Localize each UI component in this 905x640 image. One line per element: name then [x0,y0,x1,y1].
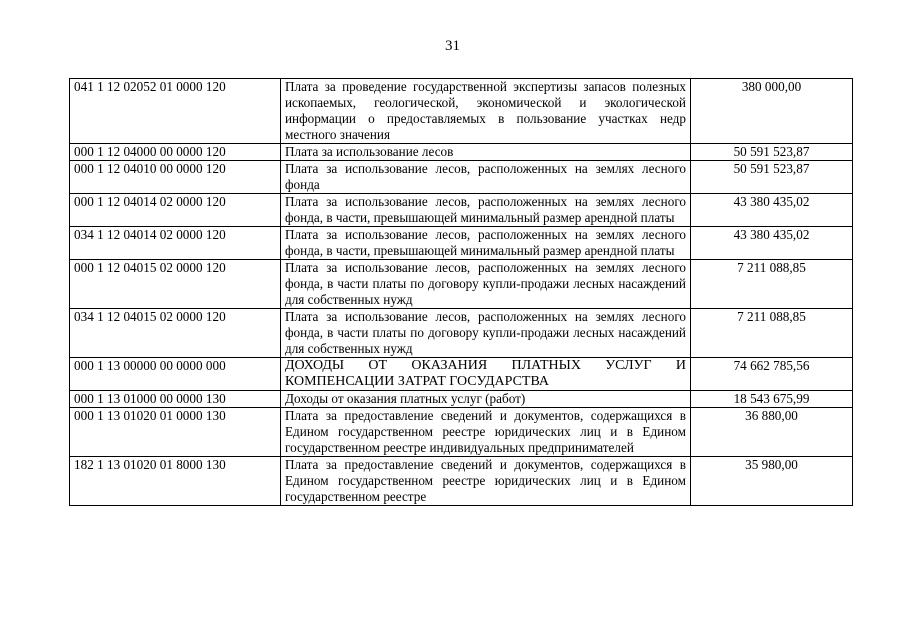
revenue-amount: 35 980,00 [691,457,853,506]
revenue-amount: 50 591 523,87 [691,144,853,161]
revenue-code: 034 1 12 04014 02 0000 120 [70,227,281,260]
revenue-name: Плата за использование лесов, расположенных на землях лесного фонда [281,161,691,194]
table-row [70,358,853,391]
revenue-amount: 7 211 088,85 [691,309,853,358]
revenue-code: 041 1 12 02052 01 0000 120 [70,79,281,144]
revenue-code: 000 1 13 01000 00 0000 130 [70,391,281,408]
revenue-name-cell [281,457,691,506]
revenue-code: 000 1 12 04014 02 0000 120 [70,194,281,227]
revenue-code: 182 1 13 01020 01 8000 130 [70,457,281,506]
table-row [70,144,853,161]
revenue-name: Плата за использование лесов, расположенных на землях лесного фонда, в части платы по договору купли-продажи лесных насаждений для собственных нужд [281,309,691,358]
revenue-name: Плата за использование лесов, расположенных на землях лесного фонда, в части, превышающей минимальный размер арендной платы [281,227,691,260]
revenue-amount: 18 543 675,99 [691,391,853,408]
revenue-amount: 380 000,00 [691,79,853,144]
revenue-name: Плата за использование лесов, расположенных на землях лесного фонда, в части, превышающей минимальный размер арендной платы [281,194,691,227]
revenue-name: Плата за использование лесов [281,144,691,161]
revenue-amount: 43 380 435,02 [691,194,853,227]
table-row [70,79,853,144]
page-number: 31 [445,38,460,54]
revenue-code: 000 1 13 01020 01 0000 130 [70,408,281,457]
revenue-code: 000 1 12 04015 02 0000 120 [70,260,281,309]
revenue-code: 000 1 12 04010 00 0000 120 [70,161,281,194]
revenue-code: 000 1 12 04000 00 0000 120 [70,144,281,161]
table-row [70,227,853,260]
revenue-amount: 7 211 088,85 [691,260,853,309]
revenue-name: Плата за предоставление сведений и документов, содержащихся в Едином государственном реестре юридических лиц и в Едином государственном реестре индивидуальных предпринимателей [281,408,691,457]
table-row [70,309,853,358]
revenue-name: Плата за проведение государственной экспертизы запасов полезных ископаемых, геологической, экономической и экологической информации о предоставляемых в пользование участках недр местного значения [281,79,691,144]
table-row [70,408,853,457]
revenue-code: 034 1 12 04015 02 0000 120 [70,309,281,358]
revenue-amount: 50 591 523,87 [691,161,853,194]
revenue-name: Плата за предоставление сведений и документов, содержащихся в Едином государственном реестре юридических лиц и в Едином государственном реестре [285,457,686,504]
revenue-name: Доходы от оказания платных услуг (работ) [281,391,691,408]
table-row [70,391,853,408]
budget-revenue-table [69,78,853,506]
table-row [70,194,853,227]
table-row [70,161,853,194]
table-row [70,457,853,506]
revenue-name: Плата за использование лесов, расположенных на землях лесного фонда, в части платы по договору купли-продажи лесных насаждений для собственных нужд [281,260,691,309]
revenue-amount: 74 662 785,56 [691,358,853,391]
revenue-code: 000 1 13 00000 00 0000 000 [70,358,281,391]
table-row [70,260,853,309]
revenue-name: ДОХОДЫ ОТ ОКАЗАНИЯ ПЛАТНЫХ УСЛУГ И КОМПЕНСАЦИИ ЗАТРАТ ГОСУДАРСТВА [281,358,691,391]
revenue-amount: 43 380 435,02 [691,227,853,260]
revenue-amount: 36 880,00 [691,408,853,457]
